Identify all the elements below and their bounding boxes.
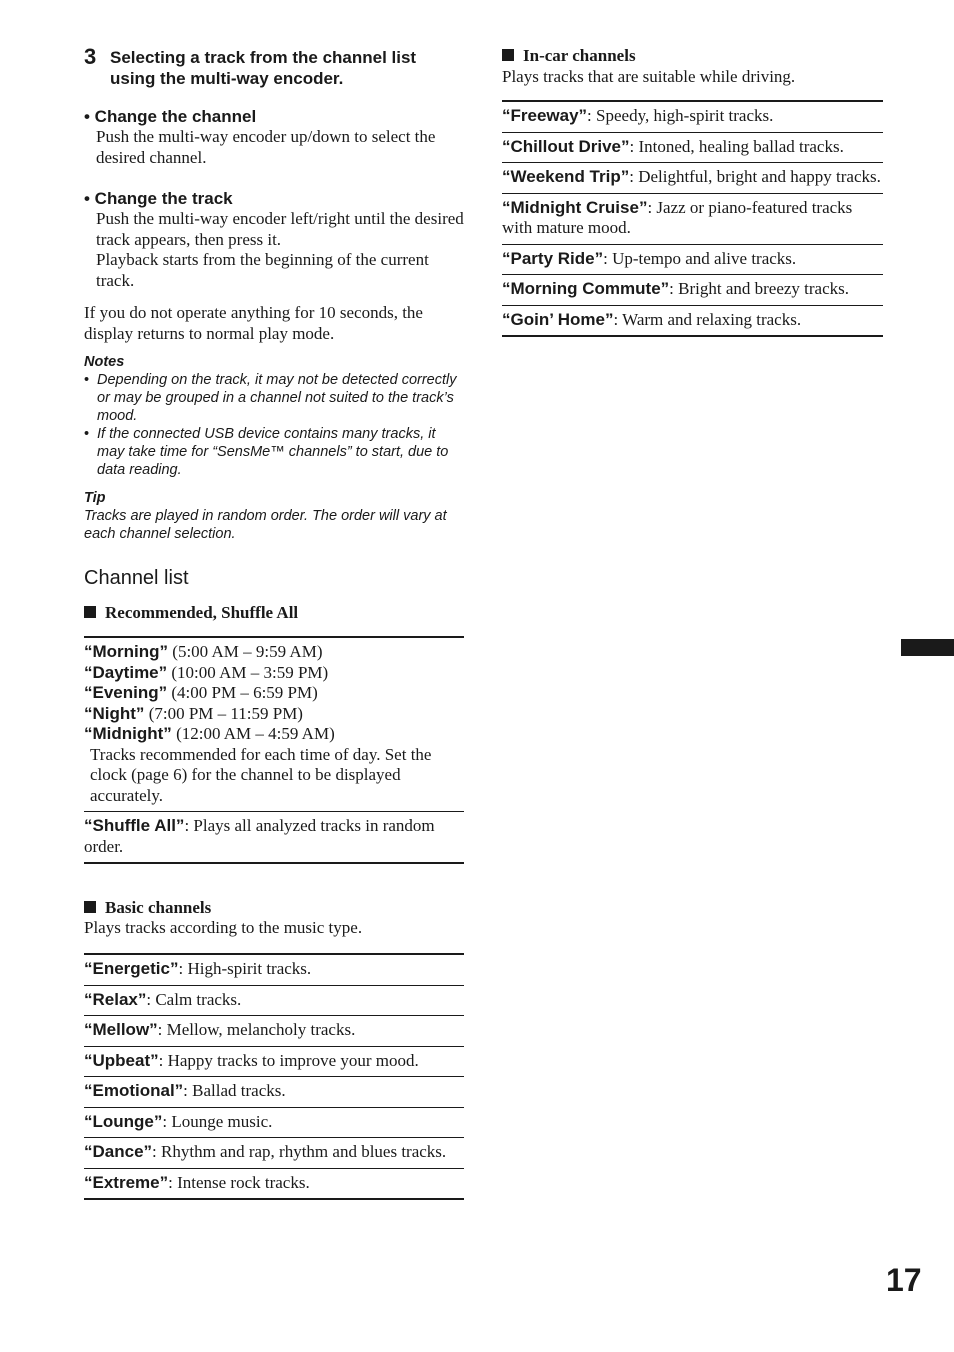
square-bullet-icon xyxy=(502,49,514,61)
table-row: “Party Ride”: Up-tempo and alive tracks. xyxy=(502,244,883,275)
bullet-text-2: Playback starts from the beginning of the current track. xyxy=(96,250,429,290)
table-row: “Relax”: Calm tracks. xyxy=(84,985,464,1016)
square-bullet-icon xyxy=(84,606,96,618)
step-title: Selecting a track from the channel list using the multi-way encoder. xyxy=(110,48,417,88)
table-row: “Weekend Trip”: Delightful, bright and happy tracks. xyxy=(502,162,883,193)
bullet-change-track xyxy=(84,189,464,291)
bullet-heading: • Change the channel xyxy=(84,107,257,126)
square-bullet-icon xyxy=(84,901,96,913)
table-row: “Morning Commute”: Bright and breezy tracks. xyxy=(502,274,883,305)
table-row: “Emotional”: Ballad tracks. xyxy=(84,1076,464,1107)
table-row: “Energetic”: High-spirit tracks. xyxy=(84,959,312,978)
recommended-heading xyxy=(84,603,298,623)
incar-table xyxy=(502,100,883,337)
bullet-text: Push the multi-way encoder up/down to select the desired channel. xyxy=(96,127,436,167)
notes-heading: Notes xyxy=(84,354,125,370)
note-item: • If the connected USB device contains many tracks, it may take time for “SensMe™ channels” to start, due to data reading. xyxy=(84,426,449,478)
channel-list-heading: Channel list xyxy=(84,567,189,589)
time-channel: “Midnight” (12:00 AM – 4:59 AM) xyxy=(84,724,335,743)
table-row: “Mellow”: Mellow, melancholy tracks. xyxy=(84,1015,464,1046)
times-description: Tracks recommended for each time of day. Set the clock (page 6) for the channel to be displayed accurately. xyxy=(90,744,432,805)
note-text: Depending on the track, it may not be detected correctly or may be grouped in a channel not suited to the track’s mood. xyxy=(97,372,457,424)
table-row: “Upbeat”: Happy tracks to improve your mood. xyxy=(84,1046,464,1077)
time-channel: “Daytime” (10:00 AM – 3:59 PM) xyxy=(84,662,329,682)
table-row: “Dance”: Rhythm and rap, rhythm and blues tracks. xyxy=(84,1137,464,1168)
tip-heading: Tip xyxy=(84,490,106,506)
basic-table xyxy=(84,953,464,1200)
tip-text: Tracks are played in random order. The order will vary at each channel selection. xyxy=(84,508,447,542)
page-number: 17 xyxy=(886,1262,922,1298)
bullet-text: Push the multi-way encoder left/right until the desired track appears, then press it. xyxy=(96,209,464,249)
bullet-change-channel xyxy=(84,107,464,168)
table-row: “Lounge”: Lounge music. xyxy=(84,1107,464,1138)
recommended-table xyxy=(84,636,464,864)
timeout-paragraph: If you do not operate anything for 10 seconds, the display returns to normal play mode. xyxy=(84,303,423,343)
table-row: “Chillout Drive”: Intoned, healing ballad tracks. xyxy=(502,132,883,163)
step-number: 3 xyxy=(84,44,97,69)
time-channel: “Night” (7:00 PM – 11:59 PM) xyxy=(84,703,303,723)
incar-heading-text: In-car channels xyxy=(523,46,636,65)
channel-entry: “Shuffle All”: Plays all analyzed tracks in random order. xyxy=(84,816,435,856)
section-thumb-tab xyxy=(901,639,954,656)
time-channel: “Evening” (4:00 PM – 6:59 PM) xyxy=(84,683,318,702)
recommended-heading-text: Recommended, Shuffle All xyxy=(105,603,299,622)
table-row xyxy=(84,638,464,811)
note-text: If the connected USB device contains many tracks, it may take time for “SensMe™ channels” to start, due to data reading. xyxy=(97,426,449,478)
time-channel: “Morning” (5:00 AM – 9:59 AM) xyxy=(84,642,323,661)
bullet-heading: • Change the track xyxy=(84,189,233,208)
incar-description: Plays tracks that are suitable while driving. xyxy=(502,67,796,86)
table-row: “Goin’ Home”: Warm and relaxing tracks. xyxy=(502,305,883,336)
basic-description: Plays tracks according to the music type. xyxy=(84,918,363,937)
table-row: “Extreme”: Intense rock tracks. xyxy=(84,1168,464,1199)
basic-heading xyxy=(84,898,211,918)
table-row xyxy=(84,811,464,862)
tip-section xyxy=(84,489,464,543)
table-row: “Freeway”: Speedy, high-spirit tracks. xyxy=(502,106,774,125)
incar-heading xyxy=(502,46,636,66)
basic-heading-text: Basic channels xyxy=(105,898,212,917)
notes-section xyxy=(84,353,464,479)
note-item: • Depending on the track, it may not be detected correctly or may be grouped in a channel not suited to the track’s mood. xyxy=(84,372,457,424)
table-row: “Midnight Cruise”: Jazz or piano-featured tracks with mature mood. xyxy=(502,193,883,244)
